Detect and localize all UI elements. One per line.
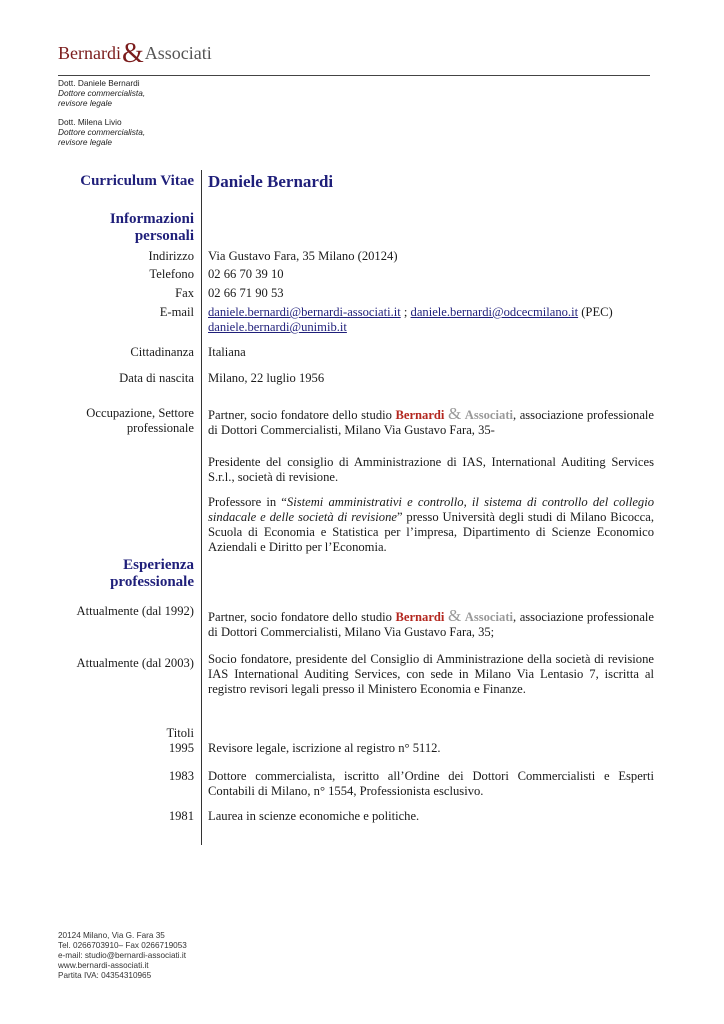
address-value: Via Gustavo Fara, 35 Milano (20124) (208, 249, 398, 263)
email-link-studio[interactable]: daniele.bernardi@bernardi-associati.it (208, 305, 401, 319)
email-values (208, 305, 654, 335)
course-title: Sistemi amministrativi e controllo, il sistema di controllo del collegio sindacale e delle società di revisione (208, 495, 654, 524)
title-item: Revisore legale, iscrizione al registro n° 5112. (208, 741, 441, 755)
brand-name-associati: Associati (464, 408, 514, 422)
title-year: 1981 (168, 809, 194, 823)
partner-role: Dottore commercialista, (58, 88, 146, 98)
email-link-pec[interactable]: daniele.bernardi@odcecmilano.it (410, 305, 579, 319)
experience-period-label: Attualmente (dal 2003) (76, 656, 194, 670)
occupation-text: Partner, socio fondatore dello studio (208, 408, 396, 422)
email-link-university[interactable]: daniele.bernardi@unimib.it (208, 320, 347, 334)
footer-website: www.bernardi-associati.it (58, 960, 149, 970)
title-item: Laurea in scienze economiche e politiche. (208, 809, 420, 823)
header-divider (58, 75, 650, 76)
partner-role: revisore legale (58, 98, 112, 108)
footer-email: e-mail: studio@bernardi-associati.it (58, 950, 186, 960)
occupation-text: ” presso Università degli studi di Milano Bicocca, Scuola di Economia e Statistica per l’impresa, Dipartimento di Scienze Economico Aziendali e Diritto per l’Economia. (208, 510, 654, 554)
occupation-text: Professore in “ (208, 495, 287, 509)
email-separator: ; (400, 305, 411, 319)
title-year: 1983 (168, 769, 194, 783)
title-year: 1995 (168, 741, 194, 755)
title-item: Dottore commercialista, iscritto all’Ordine dei Dottori Commercialisti e Esperti Contabili di Milano, n° 1554, Professionista esclusivo. (208, 769, 654, 798)
cv-heading: Curriculum Vitae (80, 173, 194, 189)
partner-name: Dott. Daniele Bernardi (58, 78, 140, 88)
experience-item: Socio fondatore, presidente del Consiglio di Amministrazione della società di revisione IAS International Auditing Services, con sede in Milano Via Lentasio 7, iscritta al registro revisori legali presso il Ministero Economia e Finanze. (208, 652, 654, 696)
occupation-item (208, 406, 654, 438)
pec-note: (PEC) (578, 305, 613, 319)
company-logo (58, 38, 212, 70)
cv-column-divider (201, 170, 202, 845)
phone-label: Telefono (149, 267, 194, 281)
occupation-label-line: Occupazione, Settore (86, 406, 194, 420)
footer-contact (58, 931, 187, 981)
occupation-label-line: professionale (126, 421, 194, 435)
partner-role: Dottore commercialista, (58, 127, 146, 137)
partner-block (58, 78, 145, 108)
brand-name-bernardi: Bernardi (395, 610, 445, 624)
email-label: E-mail (159, 305, 194, 319)
phone-value: 02 66 70 39 10 (208, 267, 284, 281)
fax-label: Fax (175, 286, 194, 300)
occupation-item (208, 495, 654, 555)
logo-ampersand: & (121, 38, 144, 69)
experience-heading: Esperienza professionale (110, 557, 194, 590)
brand-ampersand: & (447, 404, 462, 423)
occupation-text: , associazione professionale di Dottori Commercialisti, Milano Via Gustavo Fara, 35- (208, 408, 654, 437)
partner-role: revisore legale (58, 137, 112, 147)
brand-ampersand: & (447, 606, 462, 625)
occupation-item: Presidente del consiglio di Amministrazione di IAS, International Auditing Services S.r.l., società di revisione. (208, 455, 654, 484)
partner-name: Dott. Milena Livio (58, 117, 122, 127)
partner-block (58, 117, 145, 147)
birth-label: Data di nascita (119, 371, 194, 385)
titles-label: Titoli (166, 726, 194, 740)
brand-name-associati: Associati (464, 610, 514, 624)
fax-value: 02 66 71 90 53 (208, 286, 284, 300)
address-label: Indirizzo (148, 249, 194, 263)
brand-name-bernardi: Bernardi (395, 408, 445, 422)
occupation-label (86, 406, 194, 436)
footer-address: 20124 Milano, Via G. Fara 35 (58, 931, 165, 940)
birth-value: Milano, 22 luglio 1956 (208, 371, 325, 385)
logo-brand-second: Associati (144, 43, 212, 63)
citizenship-value: Italiana (208, 345, 246, 359)
footer-phone-fax: Tel. 0266703910– Fax 0266719053 (58, 940, 187, 950)
citizenship-label: Cittadinanza (130, 345, 194, 359)
personal-info-heading: Informazioni personali (109, 211, 194, 244)
experience-period-label: Attualmente (dal 1992) (76, 604, 194, 618)
person-name: Daniele Bernardi (208, 172, 334, 191)
experience-text: , associazione professionale di Dottori Commercialisti, Milano Via Gustavo Fara, 35; (208, 610, 654, 639)
logo-brand-first: Bernardi (58, 43, 121, 63)
experience-text: Partner, socio fondatore dello studio (208, 610, 396, 624)
experience-item (208, 608, 654, 640)
footer-vat: Partita IVA: 04354310965 (58, 970, 152, 980)
